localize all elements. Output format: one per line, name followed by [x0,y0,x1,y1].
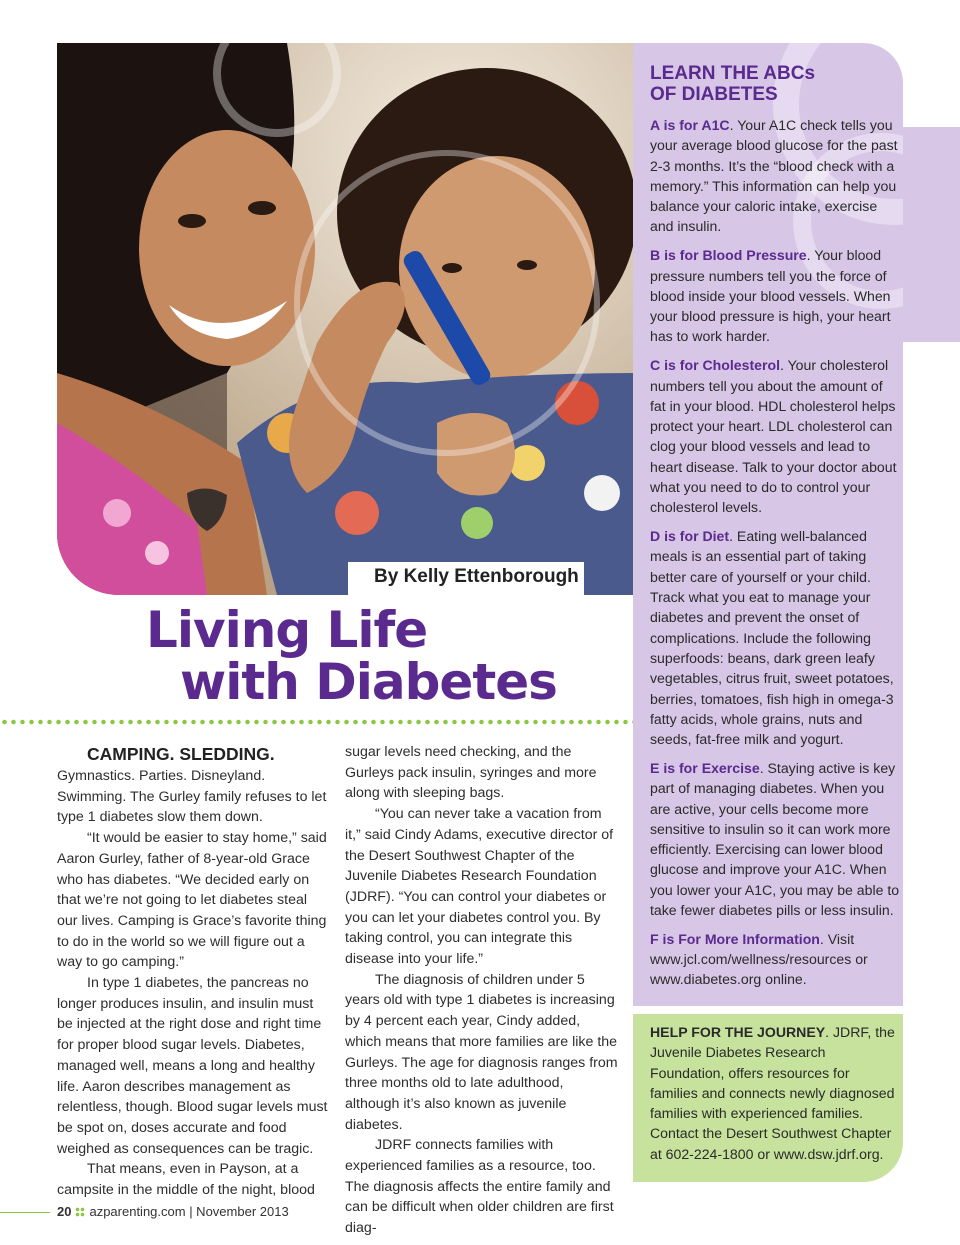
paragraph: “It would be easier to stay home,” said Aaron Gurley, father of 8-year-old Grace who has diabetes. “We decided early on that we’re not going to let diabetes steal our lives. Camping is Grace’s favorite thing to do in the world so we will figure out a way to go camping.” [57,830,327,971]
paragraph: That means, even in Payson, at a campsite in the middle of the night, blood [57,1161,315,1199]
sidebar-item-diet: D is for Diet. Eating well-balanced meals is an essential part of taking better care of yourself or your child. Track what you eat to manage your diabetes and prevent the onset of complications. Include the following superfoods: beans, dark green leafy vegetables, citrus fruit, sweet potatoes, berries, tomatoes, fish high in omega-3 fatty acids, whole grains, nuts and seeds, fat-free milk and yogurt. [650,528,894,748]
lead-in: CAMPING. SLEDDING. [87,744,275,764]
sidebar-item-exercise: E is for Exercise. Staying active is key part of managing diabetes. When you are active, your cells become more sensitive to insulin so it can work more efficiently. Exercising can lower blood glucose and improve your A1C. When you lower your A1C, you may be able to take fewer diabetes pills or less insulin. [650,759,900,918]
paragraph: sugar levels need checking, and the Gurleys pack insulin, syringes and more along with sleeping bags. [345,744,597,802]
headline-line-1: Living Life [146,601,428,659]
abc-sidebar [633,43,903,1006]
headline-line-2: with Diabetes [180,653,557,711]
paragraph: “You can never take a vacation from it,” said Cindy Adams, executive director of the Desert Southwest Chapter of the Juvenile Diabetes Research Foundation (JDRF). “You can control your diabetes or you can let your diabetes control you. By taking control, you can integrate this disease into your life.” [345,806,614,968]
paragraph: Gymnastics. Parties. Disneyland. Swimming. The Gurley family refuses to let type 1 diabetes slow them down. [57,768,327,826]
byline: By Kelly Ettenborough [348,562,584,598]
sidebar-body [650,115,902,998]
help-heading: HELP FOR THE JOURNEY [650,1024,826,1040]
paragraph: In type 1 diabetes, the pancreas no longer produces insulin, and insulin must be injected at the right dose and right time for proper blood sugar levels. Diabetes, managed well, means a long and healthy life. Aaron describes management as relentless, though. Blood sugar levels must be spot on, doses accurate and food weighed as consequences can be tragic. [57,975,328,1157]
article-column-2 [345,742,620,1239]
paragraph: JDRF connects families with experienced families as a resource, too. The diagnosis affects the entire family and can be difficult when older children are first diag- [345,1137,614,1237]
article-headline [140,601,600,711]
sidebar-item-blood-pressure: B is for Blood Pressure. Your blood pressure numbers tell you the force of blood inside your blood vessels. When your blood pressure is high, your heart has to work harder. [650,247,891,345]
help-body [650,1022,898,1164]
paragraph: The diagnosis of children under 5 years old with type 1 diabetes is increasing by 4 percent each year, Cindy added, which means that more families are like the Gurleys. The age for diagnosis ranges from three months old to late adulthood, although it’s also known as juvenile diabetes. [345,971,618,1133]
article-column-1 [57,742,329,1201]
help-text: . JDRF, the Juvenile Diabetes Research Foundation, offers resources for families and connects newly diagnosed families with experienced families. Contact the Desert Southwest Chapter at 602-224-1800 or www.dsw.jdrf.org. [650,1024,895,1162]
sidebar-title: LEARN THE ABCs OF DIABETES [650,63,816,105]
dots-icon [75,1207,85,1217]
help-box [633,1014,903,1182]
page-number: 20 [57,1204,72,1219]
dotted-divider [0,718,633,726]
page-footer [57,1204,289,1219]
sidebar-item-more-info: F is For More Information. Visit www.jcl.com/wellness/resources or www.diabetes.org online. [650,930,868,988]
footer-rule [0,1212,50,1213]
hero-photo [57,43,633,595]
footer-site: azparenting.com | November 2013 [89,1204,289,1219]
sidebar-tab-decoration [903,127,960,342]
hero-photo-illustration [57,43,633,595]
sidebar-item-a1c: A is for A1C. Your A1C check tells you your average blood glucose for the past 2-3 months. It’s the “blood check with a memory.” This information can help you balance your caloric intake, exercise and insulin. [650,117,898,235]
sidebar-item-cholesterol: C is for Cholesterol. Your cholesterol numbers tell you about the amount of fat in your blood. HDL cholesterol helps protect your heart. LDL cholesterol can clog your blood vessels and lead to heart disease. Talk to your doctor about what you need to do to control your cholesterol levels. [650,357,897,516]
